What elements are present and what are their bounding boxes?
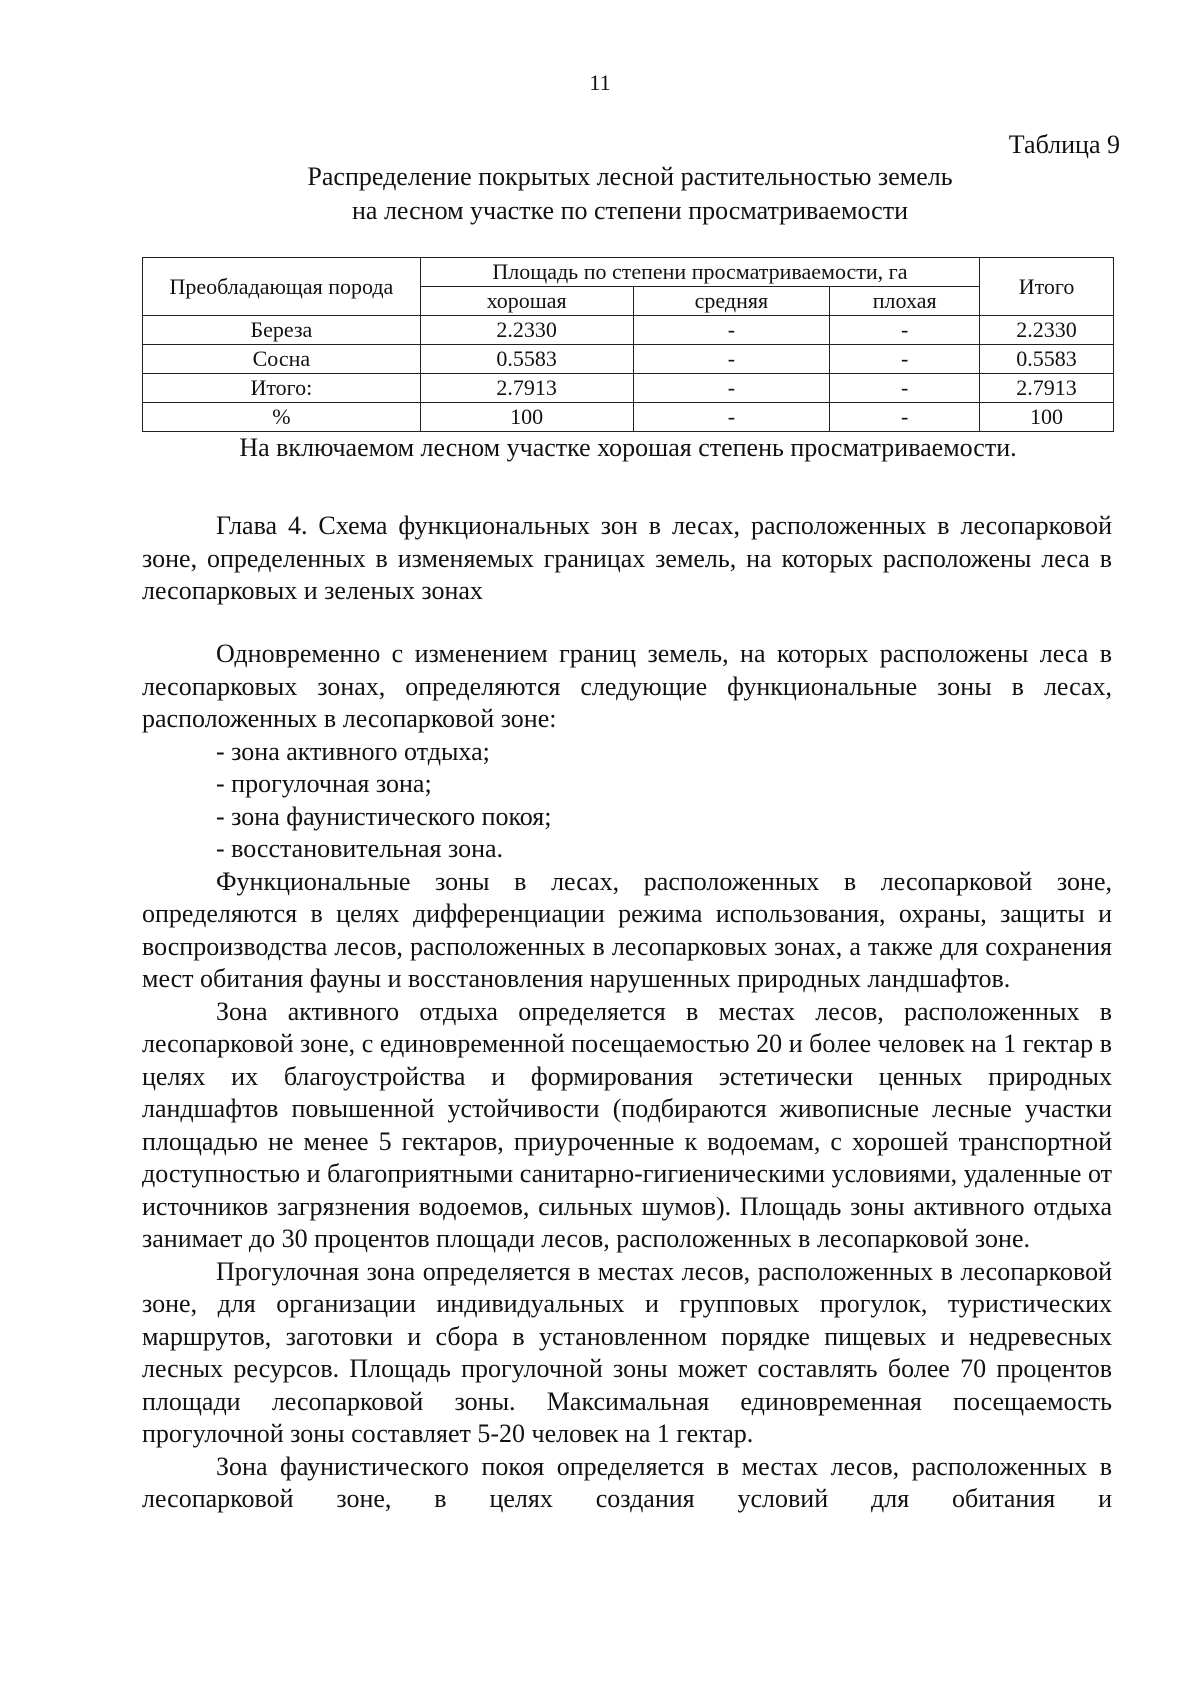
- table-row: [143, 374, 1114, 403]
- chapter-title: Глава 4. Схема функциональных зон в лесах, расположенных в лесопарковой зоне, определенных в изменяемых границах земель, на которых расположены леса в лесопарковых и зеленых зонах: [142, 511, 1112, 605]
- table-cell: -: [830, 374, 980, 403]
- table-title-line-2: на лесном участке по степени просматриваемости: [352, 196, 908, 225]
- table-cell: -: [633, 345, 830, 374]
- table-cell: 100: [980, 403, 1114, 432]
- subheader-poor: плохая: [830, 287, 980, 316]
- table-cell: 2.7913: [420, 374, 633, 403]
- table-header-row: [143, 258, 1114, 287]
- table-cell: 0.5583: [980, 345, 1114, 374]
- table-cell: -: [830, 316, 980, 345]
- table-row: [143, 316, 1114, 345]
- header-species: Преобладающая порода: [143, 258, 421, 316]
- paragraph-fauna-zone: Зона фаунистического покоя определяется в местах лесов, расположенных в лесопарковой зоне, в целях создания условий для обитания и: [142, 1451, 1112, 1513]
- table-cell: 0.5583: [420, 345, 633, 374]
- table-cell: 2.2330: [980, 316, 1114, 345]
- table-cell: -: [633, 316, 830, 345]
- zone-list-item: - зона фаунистического покоя;: [216, 801, 552, 831]
- subheader-medium: средняя: [633, 287, 830, 316]
- zone-list-item: - восстановительная зона.: [216, 834, 504, 863]
- intro-paragraph: Одновременно с изменением границ земель, на которых расположены леса в лесопарковых зонах, определяются следующие функциональные зоны в лесах, расположенных в лесопарковой зоне:: [142, 639, 1112, 733]
- table-title-line-1: Распределение покрытых лесной растительностью земель: [307, 162, 953, 191]
- chapter-block: [142, 510, 1112, 608]
- table-row: [143, 403, 1114, 432]
- table-cell: 2.7913: [980, 374, 1114, 403]
- table-row: [143, 345, 1114, 374]
- table-cell: Итого:: [143, 374, 421, 403]
- paragraph-active-zone: Зона активного отдыха определяется в местах лесов, расположенных в лесопарковой зоне, с единовременной посещаемостью 20 и более человек на 1 гектар в целях их благоустройства и формирования эстетически ценных природных ландшафтов повышенной устойчивости (подбираются живописные лесные участки площадью не менее 5 гектаров, приуроченные к водоемам, с хорошей транспортной доступностью и благоприятными санитарно-гигиеническими условиями, удаленные от источников загрязнения водоемов, сильных шумов). Площадь зоны активного отдыха занимает до 30 процентов площади лесов, расположенных в лесопарковой зоне.: [142, 996, 1112, 1253]
- table-cell: 2.2330: [420, 316, 633, 345]
- table-title: [0, 160, 1200, 228]
- zone-list-item: - зона активного отдыха;: [216, 736, 490, 766]
- paragraph-walking-zone: Прогулочная зона определяется в местах лесов, расположенных в лесопарковой зоне, для организации индивидуальных и групповых прогулок, туристических маршрутов, заготовки и сбора в установленном порядке пищевых и недревесных лесных ресурсов. Площадь прогулочной зоны может составлять более 70 процентов площади лесопарковой зоны. Максимальная единовременная посещаемость прогулочной зоны составляет 5-20 человек на 1 гектар.: [142, 1256, 1112, 1448]
- table-cell: Сосна: [143, 345, 421, 374]
- table-cell: %: [143, 403, 421, 432]
- header-total: Итого: [980, 258, 1114, 316]
- table-cell: -: [633, 374, 830, 403]
- table-label: Таблица 9: [1008, 130, 1120, 159]
- visibility-table: [142, 257, 1114, 432]
- body-text: [142, 638, 1112, 1516]
- table-conclusion: На включаемом лесном участке хорошая степень просматриваемости.: [239, 433, 1017, 462]
- table-cell: -: [830, 345, 980, 374]
- zone-list-item: - прогулочная зона;: [216, 769, 432, 798]
- subheader-good: хорошая: [420, 287, 633, 316]
- table-cell: 100: [420, 403, 633, 432]
- table-cell: -: [633, 403, 830, 432]
- table-cell: -: [830, 403, 980, 432]
- table-cell: Береза: [143, 316, 421, 345]
- header-area-group: Площадь по степени просматриваемости, га: [420, 258, 979, 287]
- paragraph-functional-zones: Функциональные зоны в лесах, расположенных в лесопарковой зоне, определяются в целях дифференциации режима использования, охраны, защиты и воспроизводства лесов, расположенных в лесопарковых зонах, а также для сохранения мест обитания фауны и восстановления нарушенных природных ландшафтов.: [142, 866, 1112, 993]
- page-number: 11: [589, 70, 611, 95]
